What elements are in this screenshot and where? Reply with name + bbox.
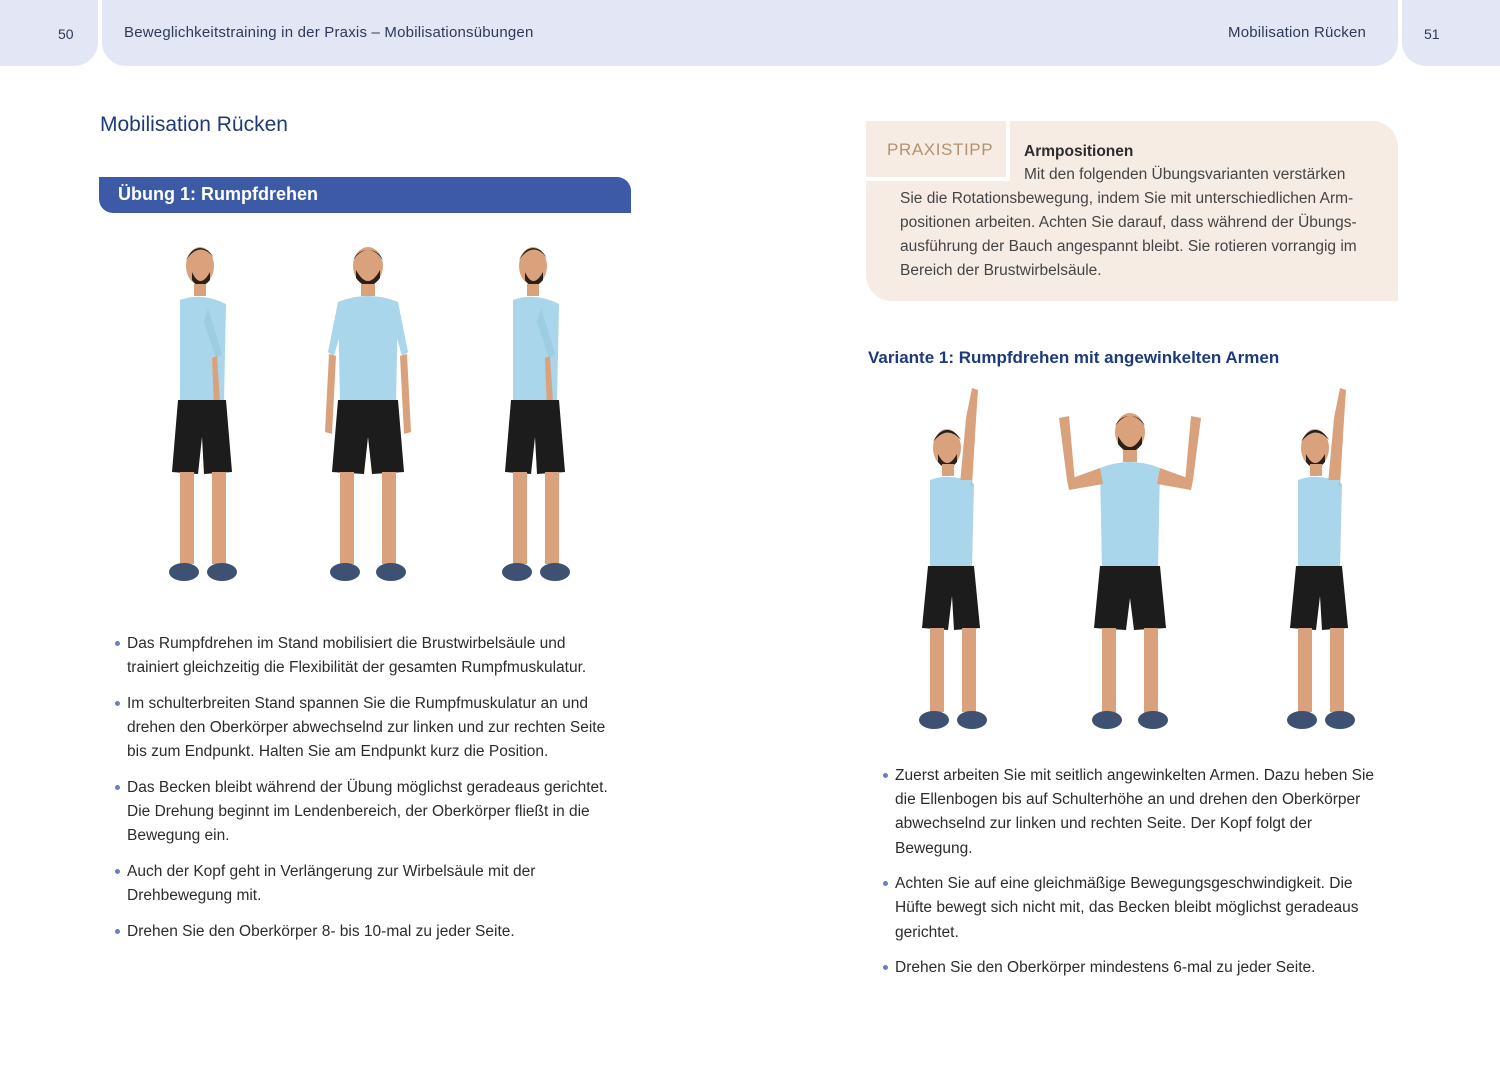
header-right-tab xyxy=(1402,0,1500,66)
list-item: Das Rumpfdrehen im Stand mobilisiert die Brustwirbelsäule und trainiert gleichzeitig die Flexibilität der gesamten Rumpfmuskulatur. xyxy=(100,632,620,680)
variant-title: Variante 1: Rumpfdrehen mit angewinkelten Armen xyxy=(868,348,1280,367)
tip-label: PRAXISTIPP xyxy=(887,140,994,159)
figure-variant-right xyxy=(1270,388,1370,738)
tip-text-line: Mit den folgenden Übungsvarianten verstärken xyxy=(1024,166,1346,183)
tip-text-line: positionen arbeiten. Achten Sie darauf, dass während der Übungs- xyxy=(900,214,1357,231)
figure-front xyxy=(318,242,418,592)
left-page-number: 50 xyxy=(58,26,74,42)
tip-text-line: Bereich der Brustwirbelsäule. xyxy=(900,262,1102,279)
list-item: Achten Sie auf eine gleichmäßige Bewegungsgeschwindigkeit. Die Hüfte bewegt sich nicht mit, das Becken bleibt möglichst geradeaus gerichtet. xyxy=(868,872,1388,945)
list-item: Im schulterbreiten Stand spannen Sie die Rumpfmuskulatur an und drehen den Oberkörper abwechselnd zur linken und zur rechten Seite bis zum Endpunkt. Halten Sie am Endpunkt kurz die Position. xyxy=(100,692,620,765)
running-title: Beweglichkeitstraining in der Praxis – Mobilisationsübungen xyxy=(124,24,534,41)
figure-rotate-left xyxy=(152,242,252,592)
list-item: Drehen Sie den Oberkörper mindestens 6-mal zu jeder Seite. xyxy=(868,956,1388,980)
section-title: Mobilisation Rücken xyxy=(100,113,288,136)
right-page-number: 51 xyxy=(1424,26,1440,42)
tip-title: Armpositionen xyxy=(1024,143,1134,160)
tip-text-line: Sie die Rotationsbewegung, indem Sie mit unterschiedlichen Arm- xyxy=(900,190,1354,207)
header-left-tab xyxy=(0,0,98,66)
list-item: Das Becken bleibt während der Übung möglichst geradeaus gerichtet. Die Drehung beginnt im Lendenbereich, der Oberkörper fließt in die Bewegung ein. xyxy=(100,776,620,849)
figure-variant-front xyxy=(1045,388,1215,738)
figure-rotate-right xyxy=(485,242,585,592)
right-section-title: Mobilisation Rücken xyxy=(1228,24,1367,41)
list-item: Drehen Sie den Oberkörper 8- bis 10-mal zu jeder Seite. xyxy=(100,920,620,944)
exercise-title: Übung 1: Rumpfdrehen xyxy=(118,184,318,204)
figure-variant-left xyxy=(902,388,1002,738)
exercise-heading-bar xyxy=(99,177,631,213)
list-item: Zuerst arbeiten Sie mit seitlich angewinkelten Armen. Dazu heben Sie die Ellenbogen bis auf Schulterhöhe an und drehen den Oberkörper abwechselnd zur linken und rechten Seite. Der Kopf folgt der Bewegung. xyxy=(868,764,1388,861)
left-bullet-list xyxy=(100,632,620,955)
tip-text-line: ausführung der Bauch angespannt bleibt. Sie rotieren vorrangig im xyxy=(900,238,1357,255)
list-item: Auch der Kopf geht in Verlängerung zur Wirbelsäule mit der Drehbewegung mit. xyxy=(100,860,620,908)
right-bullet-list xyxy=(868,764,1388,992)
